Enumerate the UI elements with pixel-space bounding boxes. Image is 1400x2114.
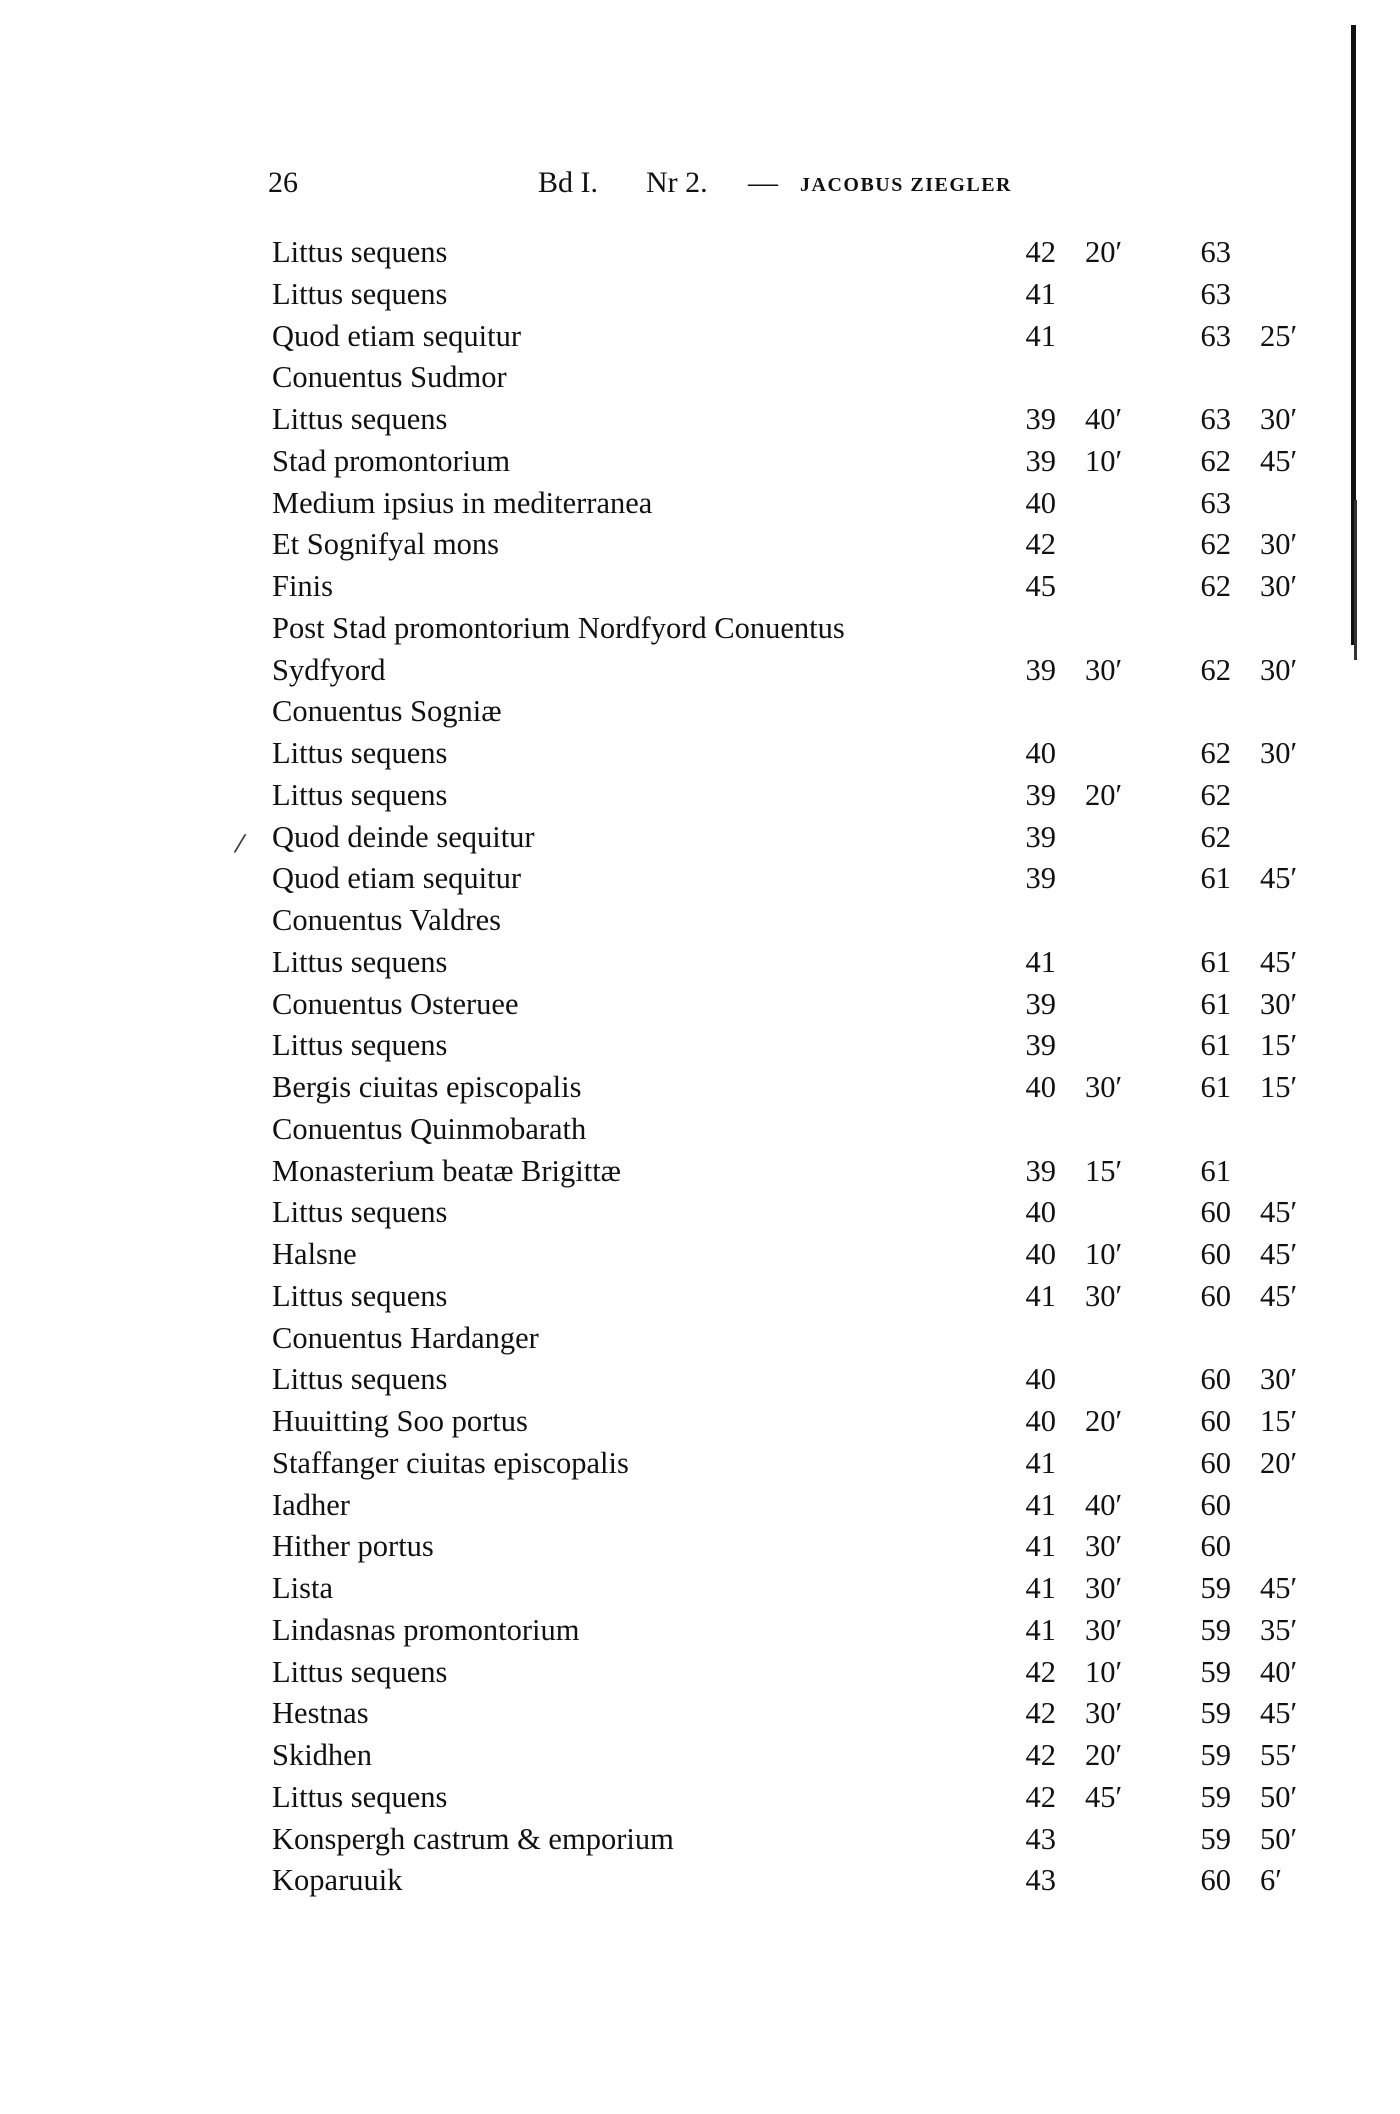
table-row bbox=[0, 1485, 1400, 1527]
place-name: Medium ipsius in mediterranea bbox=[272, 485, 653, 520]
latitude-minutes: 30′ bbox=[1260, 402, 1298, 436]
latitude-degrees: 60 bbox=[1200, 1237, 1231, 1271]
longitude-minutes: 20′ bbox=[1085, 1738, 1123, 1772]
latitude-degrees: 62 bbox=[1200, 569, 1231, 603]
longitude-degrees: 41 bbox=[1025, 1445, 1056, 1480]
table-row bbox=[0, 566, 1400, 608]
longitude-degrees: 42 bbox=[1025, 1738, 1056, 1772]
page-number: 26 bbox=[268, 166, 298, 199]
table-row bbox=[0, 399, 1400, 441]
table-row bbox=[0, 1526, 1400, 1568]
longitude-minutes: 10′ bbox=[1085, 443, 1123, 478]
latitude-degrees: 60 bbox=[1200, 1195, 1231, 1230]
latitude-minutes: 45′ bbox=[1260, 1195, 1298, 1230]
latitude-degrees: 63 bbox=[1200, 402, 1231, 436]
running-header bbox=[0, 166, 1400, 206]
longitude-degrees: 41 bbox=[1025, 1612, 1056, 1647]
table-row bbox=[0, 1610, 1400, 1652]
longitude-degrees: 39 bbox=[1025, 861, 1056, 896]
latitude-degrees: 59 bbox=[1200, 1779, 1231, 1814]
latitude-minutes: 30′ bbox=[1260, 527, 1298, 562]
latitude-minutes: 55′ bbox=[1260, 1738, 1298, 1772]
latitude-degrees: 61 bbox=[1200, 1028, 1231, 1063]
latitude-minutes: 35′ bbox=[1260, 1612, 1298, 1647]
latitude-degrees: 59 bbox=[1200, 1571, 1231, 1605]
latitude-minutes: 25′ bbox=[1260, 318, 1298, 353]
longitude-degrees: 40 bbox=[1025, 1070, 1056, 1104]
latitude-degrees: 63 bbox=[1200, 485, 1231, 520]
latitude-degrees: 59 bbox=[1200, 1612, 1231, 1647]
longitude-minutes: 15′ bbox=[1085, 1153, 1123, 1188]
place-name: Littus sequens bbox=[272, 944, 448, 979]
longitude-degrees: 41 bbox=[1025, 944, 1056, 979]
table-row bbox=[0, 524, 1400, 566]
table-row bbox=[0, 1192, 1400, 1234]
place-name: Koparuuik bbox=[272, 1863, 403, 1898]
longitude-minutes: 45′ bbox=[1085, 1779, 1123, 1814]
latitude-minutes: 45′ bbox=[1260, 861, 1298, 896]
place-name: Iadher bbox=[272, 1487, 350, 1522]
latitude-minutes: 45′ bbox=[1260, 1696, 1298, 1731]
longitude-degrees: 41 bbox=[1025, 1487, 1056, 1522]
longitude-degrees: 42 bbox=[1025, 1779, 1056, 1814]
table-row bbox=[0, 316, 1400, 358]
place-name: Quod deinde sequitur bbox=[272, 819, 535, 854]
longitude-degrees: 40 bbox=[1025, 1404, 1056, 1438]
table-row bbox=[0, 1359, 1400, 1401]
table-row bbox=[0, 1109, 1400, 1151]
longitude-minutes: 30′ bbox=[1085, 1278, 1123, 1313]
latitude-degrees: 62 bbox=[1200, 652, 1231, 687]
latitude-degrees: 62 bbox=[1200, 527, 1231, 562]
table-row bbox=[0, 1151, 1400, 1193]
longitude-degrees: 40 bbox=[1025, 1362, 1056, 1397]
table-row bbox=[0, 1568, 1400, 1610]
longitude-minutes: 30′ bbox=[1085, 652, 1123, 687]
latitude-degrees: 61 bbox=[1200, 861, 1231, 896]
longitude-degrees: 41 bbox=[1025, 1278, 1056, 1313]
longitude-degrees: 41 bbox=[1025, 276, 1056, 311]
table-row bbox=[0, 900, 1400, 942]
place-name: Littus sequens bbox=[272, 736, 448, 770]
table-row bbox=[0, 1443, 1400, 1485]
place-name: Finis bbox=[272, 569, 334, 603]
number-label: Nr 2. bbox=[646, 166, 708, 199]
latitude-minutes: 45′ bbox=[1260, 1278, 1298, 1313]
table-row bbox=[0, 1735, 1400, 1777]
latitude-minutes: 15′ bbox=[1260, 1070, 1298, 1104]
volume-label: Bd I. bbox=[538, 166, 598, 199]
table-row bbox=[0, 1401, 1400, 1443]
table-row bbox=[0, 1318, 1400, 1360]
longitude-degrees: 40 bbox=[1025, 1195, 1056, 1230]
latitude-minutes: 30′ bbox=[1260, 986, 1298, 1021]
longitude-minutes: 20′ bbox=[1085, 777, 1123, 812]
longitude-minutes: 20′ bbox=[1085, 235, 1123, 269]
longitude-degrees: 43 bbox=[1025, 1821, 1056, 1856]
latitude-minutes: 30′ bbox=[1260, 569, 1298, 603]
latitude-degrees: 59 bbox=[1200, 1654, 1231, 1689]
latitude-degrees: 59 bbox=[1200, 1696, 1231, 1731]
longitude-minutes: 20′ bbox=[1085, 1404, 1123, 1438]
latitude-degrees: 60 bbox=[1200, 1487, 1231, 1522]
latitude-degrees: 60 bbox=[1200, 1529, 1231, 1564]
place-name: Halsne bbox=[272, 1237, 357, 1271]
longitude-degrees: 40 bbox=[1025, 1237, 1056, 1271]
table-row bbox=[0, 357, 1400, 399]
longitude-degrees: 39 bbox=[1025, 986, 1056, 1021]
place-name: Quod etiam sequitur bbox=[272, 318, 522, 353]
latitude-degrees: 60 bbox=[1200, 1362, 1231, 1397]
latitude-minutes: 40′ bbox=[1260, 1654, 1298, 1689]
table-row bbox=[0, 691, 1400, 733]
latitude-degrees: 59 bbox=[1200, 1821, 1231, 1856]
longitude-degrees: 42 bbox=[1025, 1654, 1056, 1689]
table-row bbox=[0, 1276, 1400, 1318]
table-row bbox=[0, 858, 1400, 900]
place-name: Sydfyord bbox=[272, 652, 386, 687]
longitude-degrees: 39 bbox=[1025, 1153, 1056, 1188]
place-name: Stad promontorium bbox=[272, 443, 511, 478]
latitude-degrees: 60 bbox=[1200, 1445, 1231, 1480]
longitude-degrees: 41 bbox=[1025, 318, 1056, 353]
latitude-minutes: 45′ bbox=[1260, 944, 1298, 979]
table-row bbox=[0, 650, 1400, 692]
longitude-degrees: 42 bbox=[1025, 235, 1056, 269]
table-row bbox=[0, 608, 1400, 650]
place-name: Littus sequens bbox=[272, 1654, 448, 1689]
place-name: Monasterium beatæ Brigittæ bbox=[272, 1153, 622, 1188]
longitude-degrees: 39 bbox=[1025, 402, 1056, 436]
latitude-minutes: 45′ bbox=[1260, 1237, 1298, 1271]
place-name: Quod etiam sequitur bbox=[272, 861, 522, 896]
latitude-degrees: 61 bbox=[1200, 986, 1231, 1021]
table-row bbox=[0, 1067, 1400, 1109]
place-name: Littus sequens bbox=[272, 276, 448, 311]
table-row bbox=[0, 441, 1400, 483]
place-name: Bergis ciuitas episcopalis bbox=[272, 1070, 582, 1104]
longitude-degrees: 39 bbox=[1025, 819, 1056, 854]
latitude-degrees: 63 bbox=[1200, 276, 1231, 311]
latitude-degrees: 62 bbox=[1200, 777, 1231, 812]
longitude-degrees: 41 bbox=[1025, 1571, 1056, 1605]
place-name: Lindasnas promontorium bbox=[272, 1612, 580, 1647]
table-row bbox=[0, 1025, 1400, 1067]
place-name: Conuentus Hardanger bbox=[272, 1320, 539, 1355]
coordinate-table bbox=[0, 232, 1400, 1902]
place-name: Littus sequens bbox=[272, 1028, 448, 1063]
longitude-degrees: 42 bbox=[1025, 1696, 1056, 1731]
table-row bbox=[0, 232, 1400, 274]
place-name: Littus sequens bbox=[272, 777, 448, 812]
latitude-minutes: 6′ bbox=[1260, 1863, 1282, 1898]
latitude-degrees: 62 bbox=[1200, 819, 1231, 854]
longitude-minutes: 30′ bbox=[1085, 1571, 1123, 1605]
longitude-minutes: 40′ bbox=[1085, 402, 1123, 436]
latitude-minutes: 20′ bbox=[1260, 1445, 1298, 1480]
place-name: Post Stad promontorium Nordfyord Conuentus bbox=[272, 610, 845, 645]
latitude-minutes: 45′ bbox=[1260, 1571, 1298, 1605]
place-name: Littus sequens bbox=[272, 235, 448, 269]
latitude-degrees: 60 bbox=[1200, 1404, 1231, 1438]
table-row bbox=[0, 942, 1400, 984]
table-row bbox=[0, 775, 1400, 817]
longitude-minutes: 10′ bbox=[1085, 1237, 1123, 1271]
latitude-degrees: 61 bbox=[1200, 1070, 1231, 1104]
latitude-minutes: 30′ bbox=[1260, 736, 1298, 770]
place-name: Staffanger ciuitas episcopalis bbox=[272, 1445, 629, 1480]
latitude-minutes: 15′ bbox=[1260, 1404, 1298, 1438]
place-name: Skidhen bbox=[272, 1738, 372, 1772]
latitude-minutes: 30′ bbox=[1260, 652, 1298, 687]
latitude-degrees: 61 bbox=[1200, 1153, 1231, 1188]
table-row bbox=[0, 1652, 1400, 1694]
table-row bbox=[0, 817, 1400, 859]
place-name: Conuentus Sudmor bbox=[272, 360, 507, 395]
latitude-degrees: 63 bbox=[1200, 235, 1231, 269]
header-dash: — bbox=[748, 166, 778, 199]
table-row bbox=[0, 1819, 1400, 1861]
latitude-degrees: 62 bbox=[1200, 736, 1231, 770]
place-name: Et Sognifyal mons bbox=[272, 527, 500, 562]
longitude-minutes: 30′ bbox=[1085, 1529, 1123, 1564]
latitude-degrees: 60 bbox=[1200, 1863, 1231, 1898]
table-row bbox=[0, 274, 1400, 316]
table-row bbox=[0, 984, 1400, 1026]
longitude-minutes: 30′ bbox=[1085, 1696, 1123, 1731]
longitude-minutes: 10′ bbox=[1085, 1654, 1123, 1689]
place-name: Littus sequens bbox=[272, 1362, 448, 1397]
place-name: Konspergh castrum & emporium bbox=[272, 1821, 674, 1856]
longitude-degrees: 42 bbox=[1025, 527, 1056, 562]
place-name: Littus sequens bbox=[272, 1278, 448, 1313]
longitude-degrees: 39 bbox=[1025, 652, 1056, 687]
place-name: Littus sequens bbox=[272, 1779, 448, 1814]
table-row bbox=[0, 483, 1400, 525]
place-name: Lista bbox=[272, 1571, 333, 1605]
place-name: Conuentus Valdres bbox=[272, 903, 502, 937]
longitude-degrees: 39 bbox=[1025, 777, 1056, 812]
margin-tick-mark: ⁄ bbox=[238, 830, 243, 858]
latitude-degrees: 61 bbox=[1200, 944, 1231, 979]
place-name: Conuentus Osteruee bbox=[272, 986, 519, 1021]
longitude-degrees: 40 bbox=[1025, 485, 1056, 520]
latitude-minutes: 50′ bbox=[1260, 1821, 1298, 1856]
latitude-degrees: 63 bbox=[1200, 318, 1231, 353]
longitude-degrees: 40 bbox=[1025, 736, 1056, 770]
longitude-minutes: 30′ bbox=[1085, 1070, 1123, 1104]
table-row bbox=[0, 1777, 1400, 1819]
author-name: JACOBUS ZIEGLER bbox=[800, 174, 1012, 196]
place-name: Littus sequens bbox=[272, 402, 448, 436]
longitude-degrees: 45 bbox=[1025, 569, 1056, 603]
place-name: Conuentus Sogniæ bbox=[272, 694, 502, 729]
longitude-minutes: 30′ bbox=[1085, 1612, 1123, 1647]
table-row bbox=[0, 733, 1400, 775]
table-row bbox=[0, 1234, 1400, 1276]
latitude-minutes: 45′ bbox=[1260, 443, 1298, 478]
table-row bbox=[0, 1693, 1400, 1735]
latitude-minutes: 15′ bbox=[1260, 1028, 1298, 1063]
place-name: Hither portus bbox=[272, 1529, 434, 1564]
longitude-degrees: 41 bbox=[1025, 1529, 1056, 1564]
latitude-degrees: 60 bbox=[1200, 1278, 1231, 1313]
longitude-degrees: 39 bbox=[1025, 443, 1056, 478]
longitude-minutes: 40′ bbox=[1085, 1487, 1123, 1522]
place-name: Hestnas bbox=[272, 1696, 369, 1731]
latitude-minutes: 50′ bbox=[1260, 1779, 1298, 1814]
place-name: Huuitting Soo portus bbox=[272, 1404, 528, 1438]
longitude-degrees: 43 bbox=[1025, 1863, 1056, 1898]
latitude-degrees: 59 bbox=[1200, 1738, 1231, 1772]
place-name: Littus sequens bbox=[272, 1195, 448, 1230]
table-row bbox=[0, 1860, 1400, 1902]
latitude-degrees: 62 bbox=[1200, 443, 1231, 478]
longitude-degrees: 39 bbox=[1025, 1028, 1056, 1063]
place-name: Conuentus Quinmobarath bbox=[272, 1111, 587, 1146]
latitude-minutes: 30′ bbox=[1260, 1362, 1298, 1397]
